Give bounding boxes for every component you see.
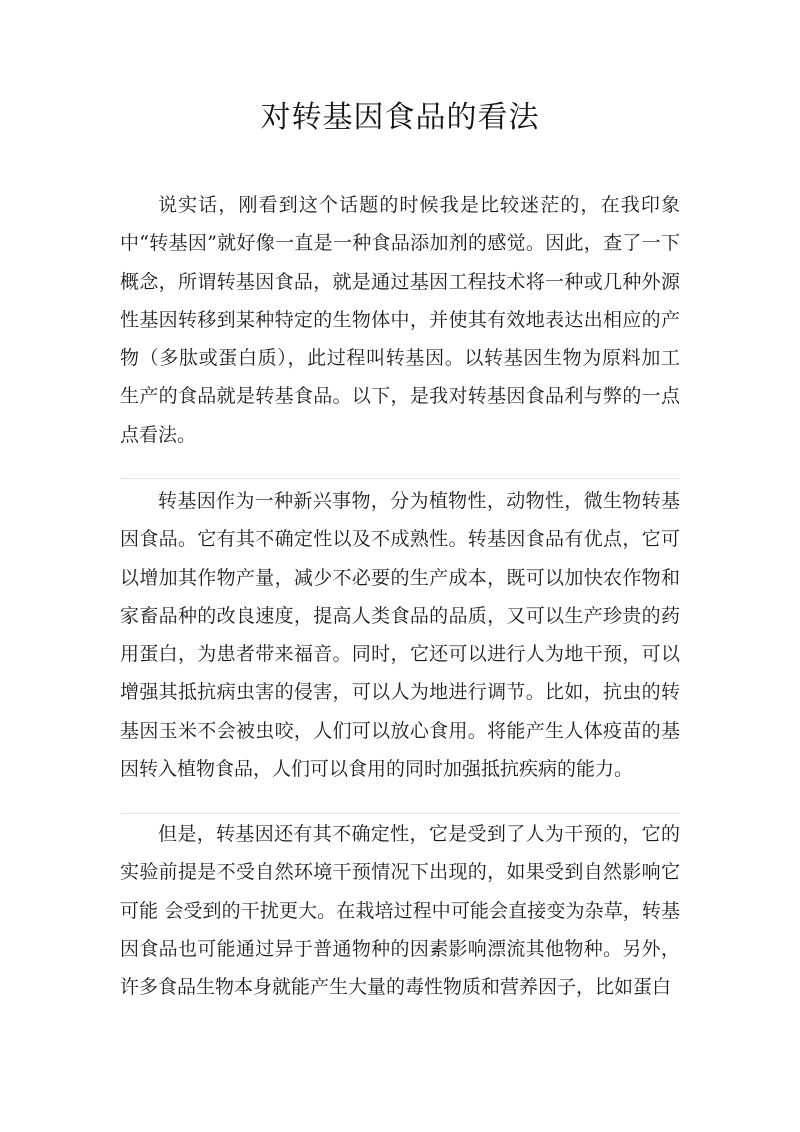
paragraph-divider [120, 813, 680, 814]
paragraph-3: 但是，转基因还有其不确定性，它是受到了人为干预的，它的实验前提是不受自然环境干预情况下出现的，如果受到自然影响它可能 会受到的干扰更大。在栽培过程中可能会直接变为杂草，转基因食品也可能通过异于普通物种的因素影响漂流其他物种。另外，许多食品生物本身就能产生大量的毒性物质和营养因子，比如蛋白 [120, 823, 680, 999]
paragraph-divider [120, 478, 680, 479]
paragraph-1: 说实话，刚看到这个话题的时候我是比较迷茫的，在我印象中“转基因”就好像一直是一种食品添加剂的感觉。因此，查了一下概念，所谓转基因食品，就是通过基因工程技术将一种或几种外源性基因转移到某种特定的生物体中，并使其有效地表达出相应的产物（多肽或蛋白质），此过程叫转基因。以转基因生物为原料加工生产的食品就是转基食品。以下，是我对转基因食品利与弊的一点点看法。 [120, 194, 680, 446]
document-title: 对转基因食品的看法 [260, 100, 540, 135]
paragraph-2: 转基因作为一种新兴事物，分为植物性，动物性，微生物转基因食品。它有其不确定性以及不成熟性。转基因食品有优点，它可以增加其作物产量，减少不必要的生产成本，既可以加快农作物和家畜品种的改良速度，提高人类食品的品质，又可以生产珍贵的药用蛋白，为患者带来福音。同时，它还可以进行人为地干预，可以增强其抵抗病虫害的侵害，可以人为地进行调节。比如，抗虫的转基因玉米不会被虫咬，人们可以放心食用。将能产生人体疫苗的基因转入植物食品，人们可以食用的同时加强抵抗疾病的能力。 [120, 490, 680, 781]
